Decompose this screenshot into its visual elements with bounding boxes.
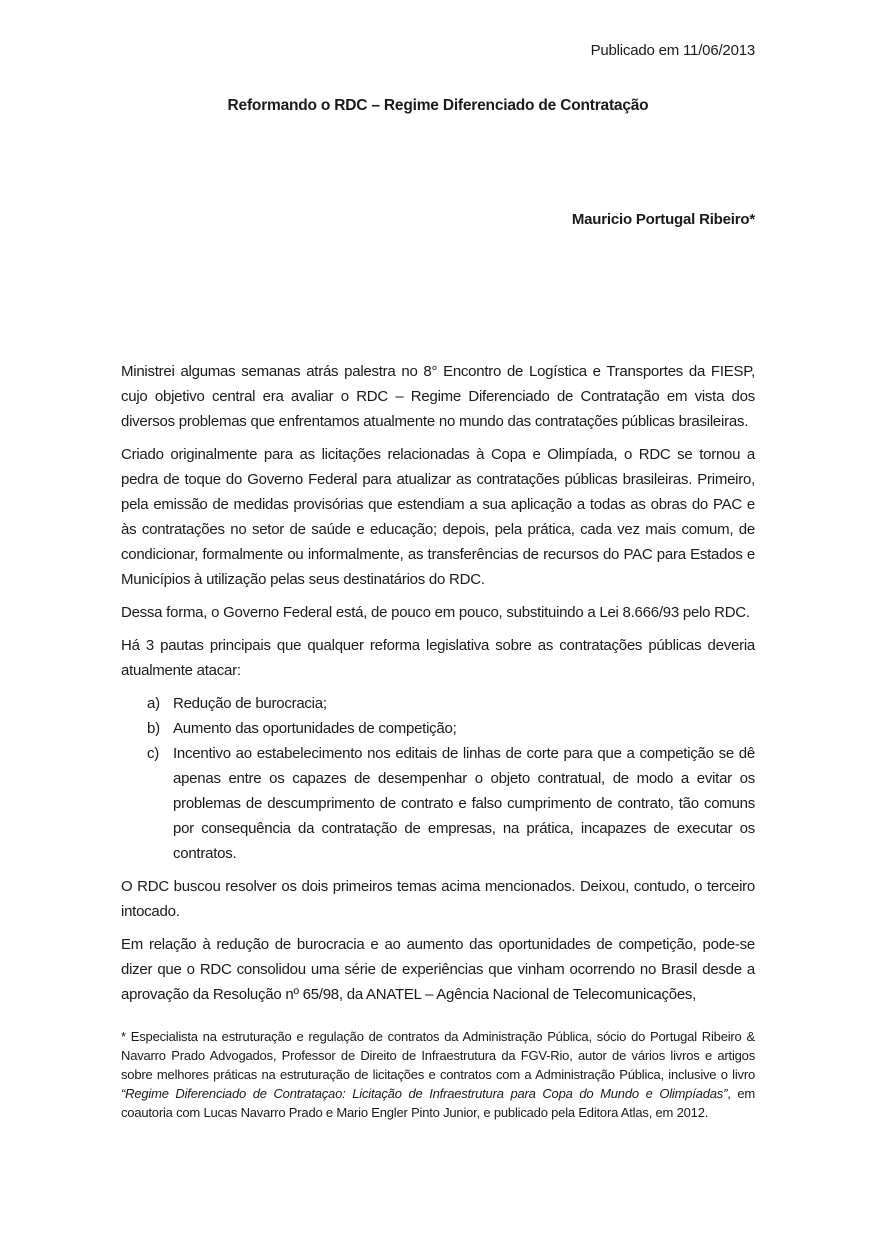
paragraph-intro: Ministrei algumas semanas atrás palestra no 8° Encontro de Logística e Transportes da FIESP, cujo objetivo central era avaliar o RDC – Regime Diferenciado de Contratação em vista dos diversos problemas que enfrentamos atualmente no mundo das contratações públicas brasileiras. (121, 363, 755, 430)
paragraph-resolve: O RDC buscou resolver os dois primeiros temas acima mencionados. Deixou, contudo, o terceiro intocado. (121, 878, 755, 920)
published-date: Publicado em 11/06/2013 (590, 42, 755, 59)
list-item (121, 691, 755, 716)
document-body (121, 359, 755, 1007)
footnote-text-start: * Especialista na estruturação e regulação de contratos da Administração Pública, sócio do Portugal Ribeiro & Navarro Prado Advogados, Professor de Direito de Infraestrutura da FGV-Rio, autor de vários livros e artigos sobre melhores práticas na estruturação de licitações e contratos com a Administração Pública, inclusive o livro (121, 1029, 755, 1082)
author-byline: Mauricio Portugal Ribeiro* (571, 211, 755, 228)
reform-goals-list (121, 691, 755, 866)
document-title: Reformando o RDC – Regime Diferenciado de Contratação (227, 97, 649, 114)
list-item-text: Incentivo ao estabelecimento nos editais de linhas de corte para que a competição se dê apenas entre os capazes de desempenhar o objeto contratual, de modo a evitar os problemas de descumprimento de contrato e falso cumprimento de contrato, tão comuns por consequência da contratação de empresas, na prática, incapazes de executar os contratos. (173, 745, 755, 862)
paragraph-origin: Criado originalmente para as licitações relacionadas à Copa e Olimpíada, o RDC se tornou a pedra de toque do Governo Federal para atualizar as contratações públicas brasileiras. Primeiro, pela emissão de medidas provisórias que estendiam a sua aplicação a todas as obras do PAC e às contratações no setor de saúde e educação; depois, pela prática, cada vez mais comum, de condicionar, formalmente ou informalmente, as transferências de recursos do PAC para Estados e Municípios à utilização pelas seus destinatários do RDC. (121, 446, 755, 588)
list-item-marker: b) (147, 720, 160, 737)
paragraph-substitution: Dessa forma, o Governo Federal está, de pouco em pouco, substituindo a Lei 8.666/93 pelo RDC. (121, 604, 750, 621)
list-item-text: Aumento das oportunidades de competição; (173, 720, 457, 737)
list-item-marker: a) (147, 695, 160, 712)
footnote (121, 1027, 755, 1122)
list-item (121, 741, 755, 866)
paragraph-pautas: Há 3 pautas principais que qualquer reforma legislativa sobre as contratações públicas deveria atualmente atacar: (121, 637, 755, 679)
paragraph-anatel: Em relação à redução de burocracia e ao aumento das oportunidades de competição, pode-se dizer que o RDC consolidou uma série de experiências que vinham ocorrendo no Brasil desde a aprovação da Resolução nº 65/98, da ANATEL – Agência Nacional de Telecomunicações, (121, 936, 755, 1003)
footnote-text-end: , em coautoria com Lucas Navarro Prado e Mario Engler Pinto Junior, e publicado pela Editora Atlas, em 2012. (121, 1086, 755, 1120)
list-item-marker: c) (147, 745, 159, 762)
list-item-text: Redução de burocracia; (173, 695, 327, 712)
list-item (121, 716, 755, 741)
footnote-book-title: “Regime Diferenciado de Contrataçao: Licitação de Infraestrutura para Copa do Mundo e Olimpíadas” (121, 1086, 728, 1101)
